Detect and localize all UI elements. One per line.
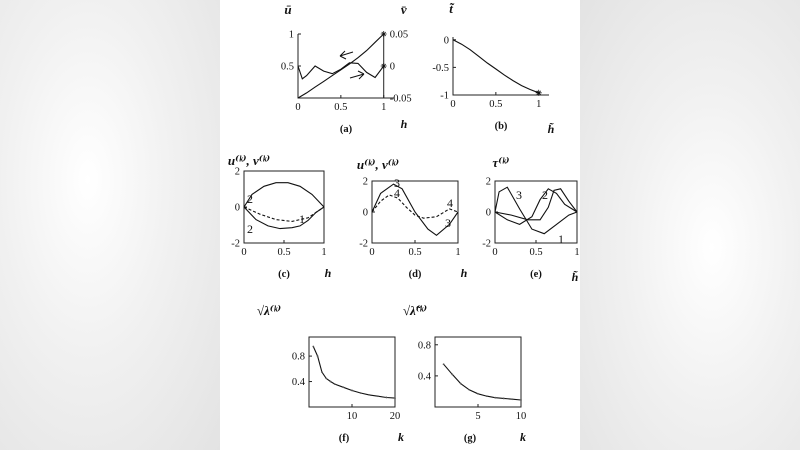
x-tick-label: 1 xyxy=(455,247,461,258)
x-tick-label: 0 xyxy=(450,99,456,110)
y-axis-label: u⁽ᵏ⁾, v⁽ᵏ⁾ xyxy=(227,153,271,168)
data-point xyxy=(334,383,336,385)
y-tick-label: -0.5 xyxy=(432,62,449,74)
y-axis-label: √λ⁽ᵏ⁾ xyxy=(256,303,282,318)
data-point xyxy=(486,395,488,397)
x-tick-label: 0 xyxy=(295,102,301,113)
curve-number-label: 1 xyxy=(558,232,564,246)
series-line-1 xyxy=(298,34,384,98)
x-tick-label: 0.5 xyxy=(334,102,348,113)
x-axis-label: h xyxy=(460,266,468,280)
y-tick-label: 0.8 xyxy=(417,340,431,352)
x-tick-label: 0 xyxy=(369,247,375,258)
y-tick-label: 0 xyxy=(362,207,368,219)
y-tick-label: -2 xyxy=(359,238,368,250)
y-axis-label: ū xyxy=(284,2,292,17)
multi-panel-figure xyxy=(220,0,580,450)
y-tick-label: -1 xyxy=(440,90,449,102)
curve-number-label: 1 xyxy=(299,212,305,226)
x-tick-label: 20 xyxy=(389,411,401,422)
x-tick-label: 0.5 xyxy=(529,247,543,258)
curve-number-label: 4 xyxy=(394,186,400,200)
right-blurred-background xyxy=(580,0,800,450)
y-axis-label: t̃ xyxy=(449,1,453,16)
panel-b xyxy=(432,1,554,136)
data-point xyxy=(394,397,396,399)
y-axis-label: u⁽ᵏ⁾, v⁽ᵏ⁾ xyxy=(356,157,400,172)
series-line-2 xyxy=(298,63,384,79)
panel-label: (c) xyxy=(278,269,290,280)
curve-number-label: 4 xyxy=(447,196,453,210)
left-axis-arrow xyxy=(340,51,353,59)
series-line-1 xyxy=(313,347,395,399)
y-tick-label: 1 xyxy=(288,29,294,41)
right-y-tick-label: -0.05 xyxy=(389,93,412,105)
y-tick-label: 0.4 xyxy=(417,371,431,383)
right-axis-arrow xyxy=(350,71,364,79)
panel-label: (g) xyxy=(463,433,477,444)
data-point xyxy=(460,383,462,385)
x-axis-label: k xyxy=(398,430,404,444)
y-tick-label: 0.8 xyxy=(291,351,305,363)
x-tick-label: 0 xyxy=(241,247,247,258)
panel-label: (a) xyxy=(339,124,353,135)
data-point xyxy=(494,397,496,399)
data-point xyxy=(512,398,514,400)
x-tick-label: 0.5 xyxy=(489,99,503,110)
x-tick-label: 1 xyxy=(381,102,387,113)
y-tick-label: 0.5 xyxy=(280,61,294,73)
x-axis-label: h̃ xyxy=(571,270,579,284)
y-tick-label: 0 xyxy=(485,207,491,219)
panel-d xyxy=(357,157,468,280)
x-axis-label: h̃ xyxy=(547,122,555,136)
series-line-2 xyxy=(372,195,458,218)
data-point xyxy=(451,373,453,375)
x-tick-label: 1 xyxy=(321,247,327,258)
panel-label: (f) xyxy=(338,433,350,444)
data-point xyxy=(469,389,471,391)
x-tick-label: 5 xyxy=(475,411,481,422)
x-tick-label: 10 xyxy=(515,411,527,422)
data-point xyxy=(317,355,319,357)
data-point xyxy=(477,393,479,395)
data-point xyxy=(368,394,370,396)
x-axis-label: k xyxy=(520,430,526,444)
y-axis-label: τ⁽ᵏ⁾ xyxy=(492,155,510,170)
right-y-tick-label: 0 xyxy=(389,61,395,73)
panel-f xyxy=(257,303,404,444)
panel-e xyxy=(482,155,579,284)
curve-number-label: 2 xyxy=(542,188,548,202)
panel-label: (d) xyxy=(408,269,422,280)
curve-number-label: 3 xyxy=(445,216,451,230)
x-tick-label: 1 xyxy=(574,247,580,258)
y-tick-label: 0.4 xyxy=(291,377,305,389)
panel-a xyxy=(281,2,412,135)
x-tick-label: 0.5 xyxy=(277,247,291,258)
curve-number-label: 2 xyxy=(247,192,253,206)
y-tick-label: 0 xyxy=(234,202,240,214)
data-point xyxy=(312,346,314,348)
x-tick-label: 10 xyxy=(346,411,358,422)
curve-number-label: 3 xyxy=(394,176,400,190)
y-tick-label: 2 xyxy=(234,166,240,178)
panel-label: (b) xyxy=(494,121,508,132)
x-tick-label: 0 xyxy=(492,247,498,258)
data-point xyxy=(386,397,388,399)
y-tick-label: -2 xyxy=(231,238,240,250)
data-point xyxy=(377,395,379,397)
x-tick-label: 0.5 xyxy=(408,247,422,258)
left-blurred-background xyxy=(0,0,220,450)
data-point xyxy=(351,390,353,392)
axes-frame xyxy=(435,337,521,407)
series-line-1 xyxy=(444,364,521,400)
x-axis-label: h xyxy=(400,117,408,131)
y-tick-label: 0 xyxy=(443,35,449,47)
y-tick-label: 2 xyxy=(485,176,491,188)
x-axis-label: h xyxy=(324,266,332,280)
data-point xyxy=(325,377,327,379)
panel-g xyxy=(403,303,526,444)
right-y-tick-label: 0.05 xyxy=(389,29,409,41)
data-point xyxy=(330,381,332,383)
axes-frame xyxy=(244,171,324,243)
right-y-axis-label: v̄ xyxy=(400,2,407,17)
panel-label: (e) xyxy=(530,269,542,280)
x-tick-label: 1 xyxy=(536,99,542,110)
y-axis-label: √λ̃⁽ᵏ⁾ xyxy=(402,303,428,318)
curve-number-label: 3 xyxy=(516,188,522,202)
series-line-1 xyxy=(453,40,539,93)
axes-frame xyxy=(495,181,577,243)
data-point xyxy=(321,371,323,373)
series-line-3 xyxy=(244,207,324,229)
panel-c xyxy=(228,153,332,280)
y-tick-label: 2 xyxy=(362,176,368,188)
data-point xyxy=(443,363,445,365)
data-point xyxy=(503,398,505,400)
curve-number-label: 2 xyxy=(247,222,253,236)
series-line-1 xyxy=(244,183,324,207)
data-point xyxy=(520,399,522,401)
data-point xyxy=(343,386,345,388)
axes-frame xyxy=(453,37,549,95)
data-point xyxy=(360,392,362,394)
figure-page xyxy=(220,0,580,450)
y-tick-label: -2 xyxy=(482,238,491,250)
